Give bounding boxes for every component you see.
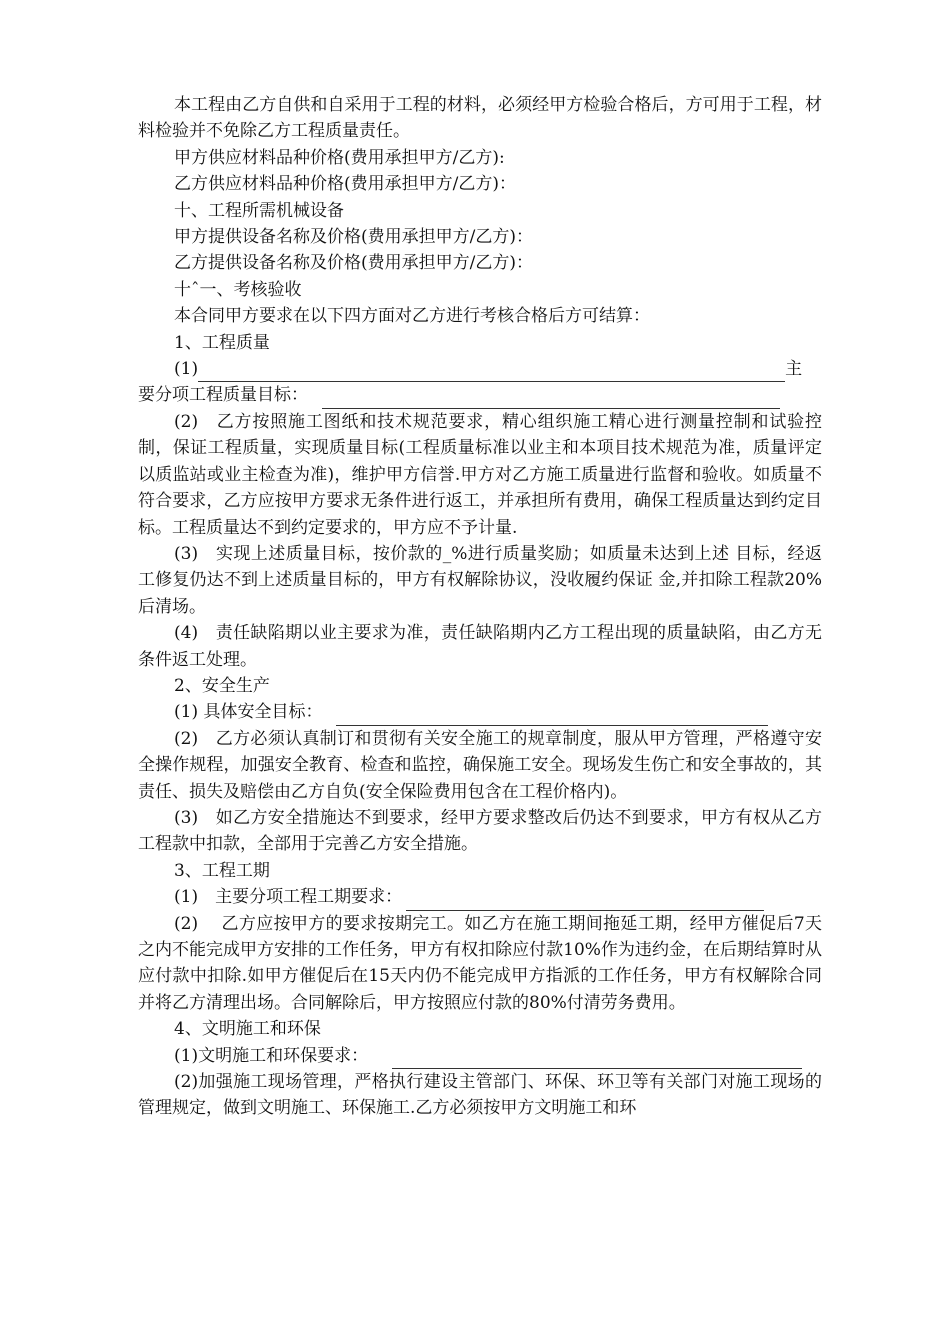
quality-target-blank [322, 390, 780, 409]
section-11-heading: 十ˆ一、考核验收 [174, 279, 302, 300]
environment-heading: 4、文明施工和环保 [174, 1019, 321, 1040]
quality-item-4: (4) 责任缺陷期以业主要求为准，责任缺陷期内乙方工程出现的质量缺陷，由乙方无条件返工处理。 [138, 623, 822, 670]
safety-heading: 2、安全生产 [174, 675, 270, 696]
schedule-blank [406, 892, 764, 911]
quality-item-3: (3) 实现上述质量目标，按价款的_%进行质量奖励；如质量未达到上述 目标，经返工修复仍达不到上述质量目标的，甲方有权解除协议，没收履约保证 金,并扣除工程款20%后清场。 [138, 543, 822, 617]
safety-item-2: (2) 乙方必须认真制订和贯彻有关安全施工的规章制度，服从甲方管理，严格遵守安全操作规程，加强安全教育、检查和监控，确保施工安全。现场发生伤亡和安全事故的，其责任、损失及赔偿由乙方自负(安全保险费用包含在工程价格内)。 [138, 728, 822, 802]
quality-item-2: (2) 乙方按照施工图纸和技术规范要求，精心组织施工精心进行测量控制和试验控制，保证工程质量，实现质量目标(工程质量标准以业主和本项目技术规范为准，质量评定以质监站或业主检查为准)，维护甲方信誉.甲方对乙方施工质量进行监督和验收。如质量不符合要求，乙方应按甲方要求无条件进行返工，并承担所有费用，确保工程质量达到约定目标。工程质量达不到约定要求的，甲方应不予计量. [138, 411, 822, 538]
safety-item-3: (3) 如乙方安全措施达不到要求，经甲方要求整改后仍达不到要求，甲方有权从乙方工程款中扣款，全部用于完善乙方安全措施。 [138, 807, 822, 855]
environment-item-2: (2)加强施工现场管理，严格执行建设主管部门、环保、环卫等有关部门对施工现场的管理规定，做到文明施工、环保施工.乙方必须按甲方文明施工和环 [138, 1072, 822, 1119]
quality-item-1-suffix: 主 [785, 359, 803, 380]
quality-heading: 1、工程质量 [174, 332, 270, 353]
line-party-b-equipment: 乙方提供设备名称及价格(费用承担甲方/乙方)： [174, 253, 533, 274]
line-party-b-materials: 乙方供应材料品种价格(费用承担甲方/乙方)： [174, 174, 516, 195]
line-party-a-materials: 甲方供应材料品种价格(费用承担甲方/乙方): [174, 147, 505, 168]
quality-target-line [138, 382, 822, 408]
safety-item-1-label: (1) 具体安全目标： [174, 702, 323, 723]
environment-item-1-line [138, 1043, 822, 1069]
section-11-intro: 本合同甲方要求在以下四方面对乙方进行考核合格后方可结算： [174, 306, 650, 327]
schedule-item-1-label: (1) 主要分项工程工期要求： [174, 887, 403, 908]
quality-item-1-prefix: (1) [174, 359, 199, 380]
line-party-a-equipment: 甲方提供设备名称及价格(费用承担甲方/乙方)： [174, 227, 533, 248]
paragraph-materials: 本工程由乙方自供和自采用于工程的材料，必须经甲方检验合格后，方可用于工程，材料检验并不免除乙方工程质量责任。 [138, 95, 822, 142]
quality-item-1-line [138, 356, 822, 382]
schedule-item-1-line [138, 884, 822, 910]
document-body [138, 92, 822, 1122]
schedule-heading: 3、工程工期 [174, 860, 270, 881]
quality-blank-1 [198, 363, 785, 382]
safety-item-1-line [138, 699, 822, 725]
environment-blank [392, 1050, 802, 1069]
section-10-heading: 十、工程所需机械设备 [174, 200, 344, 221]
safety-target-blank [336, 707, 768, 726]
schedule-item-2: (2) 乙方应按甲方的要求按期完工。如乙方在施工期间拖延工期，经甲方催促后7天之内不能完成甲方安排的工作任务，甲方有权扣除应付款10%作为违约金，在后期结算时从应付款中扣除.如甲方催促后在15天内仍不能完成甲方指派的工作任务，甲方有权解除合同并将乙方清理出场。合同解除后，甲方按照应付款的80%付清劳务费用。 [138, 913, 822, 1013]
environment-item-1-label: (1)文明施工和环保要求： [174, 1045, 369, 1066]
quality-target-label: 要分项工程质量目标： [138, 385, 308, 406]
